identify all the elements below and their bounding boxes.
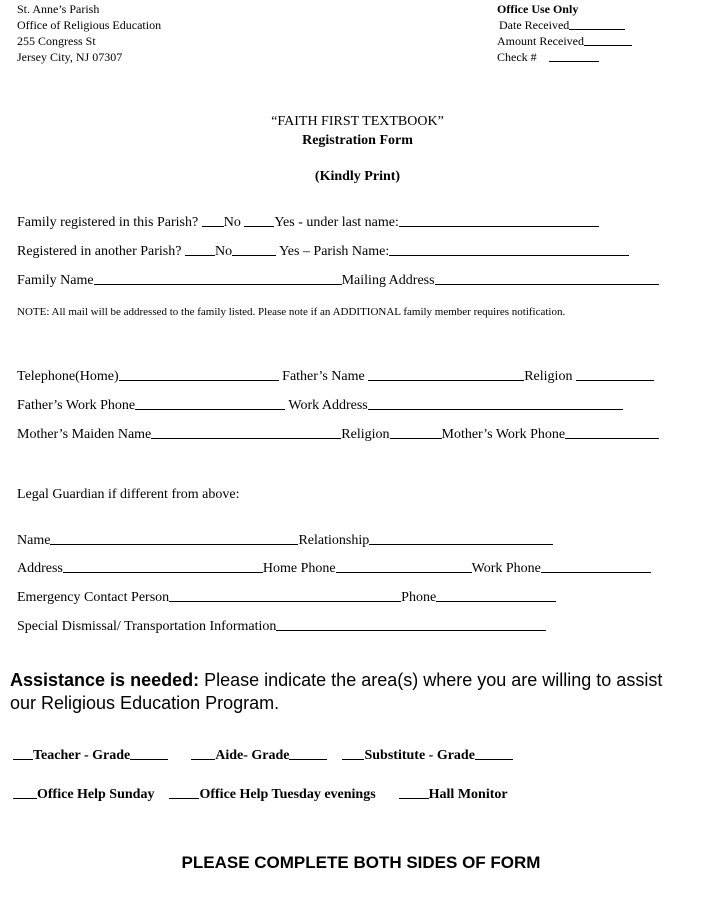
- mail-note: NOTE: All mail will be addressed to the family listed. Please note if an ADDITIONAL family member requires notification.: [17, 306, 566, 318]
- office-use-title: Office Use Only: [497, 2, 579, 16]
- registered-here-yes-blank[interactable]: [244, 225, 274, 227]
- emergency-contact-label: Emergency Contact Person: [17, 590, 170, 605]
- no-label: No: [214, 244, 233, 259]
- teacher-checkbox[interactable]: [13, 758, 33, 760]
- date-received-field[interactable]: [499, 18, 625, 33]
- guardian-name-blank[interactable]: [50, 543, 298, 545]
- hall-monitor-checkbox[interactable]: [399, 797, 429, 799]
- guardian-name-label: Name: [17, 533, 51, 548]
- work-address-blank[interactable]: [368, 408, 623, 410]
- home-phone-blank[interactable]: [336, 571, 472, 573]
- parish-name: St. Anne’s Parish: [17, 2, 100, 16]
- yes-last-name-label: Yes - under last name:: [274, 215, 399, 230]
- mothers-work-phone-label: Mother’s Work Phone: [441, 427, 566, 442]
- no-label: No: [223, 215, 241, 230]
- mothers-row: [17, 427, 659, 443]
- date-received-label: Date Received: [499, 18, 570, 32]
- form-subtitle: Registration Form: [302, 133, 413, 148]
- telephone-home-label: Telephone(Home): [17, 369, 119, 384]
- relationship-blank[interactable]: [369, 543, 553, 545]
- religion-label: Religion: [524, 369, 573, 384]
- aide-grade-blank[interactable]: [289, 758, 327, 760]
- office-sunday-checkbox[interactable]: [13, 797, 37, 799]
- special-dismissal-label: Special Dismissal/ Transportation Information: [17, 619, 277, 634]
- last-name-blank[interactable]: [399, 225, 599, 227]
- mothers-religion-blank[interactable]: [390, 437, 442, 439]
- assistance-line1: [10, 670, 662, 691]
- registered-here-label: Family registered in this Parish?: [17, 215, 199, 230]
- religion-label: Religion: [341, 427, 390, 442]
- special-dismissal-blank[interactable]: [276, 629, 546, 631]
- registered-other-label: Registered in another Parish?: [17, 244, 182, 259]
- amount-received-label: Amount Received: [497, 34, 584, 48]
- guardian-name-row: [17, 533, 553, 549]
- assistance-heading: Assistance is needed:: [10, 670, 200, 690]
- volunteer-row-2: [13, 787, 508, 803]
- yes-parish-name-label: Yes – Parish Name:: [279, 244, 390, 259]
- work-address-label: Work Address: [288, 398, 368, 413]
- guardian-heading: Legal Guardian if different from above:: [17, 487, 240, 502]
- special-dismissal-row: [17, 619, 546, 635]
- phone-label: Phone: [401, 590, 437, 605]
- substitute-grade-blank[interactable]: [475, 758, 513, 760]
- telephone-row: [17, 369, 654, 385]
- fathers-religion-blank[interactable]: [576, 379, 654, 381]
- amount-received-blank[interactable]: [584, 44, 632, 46]
- family-name-label: Family Name: [17, 273, 94, 288]
- check-number-blank[interactable]: [549, 60, 599, 62]
- assistance-line2: our Religious Education Program.: [10, 693, 280, 713]
- check-number-field[interactable]: [497, 50, 599, 65]
- guardian-address-label: Address: [17, 561, 63, 576]
- fathers-work-phone-blank[interactable]: [135, 408, 285, 410]
- relationship-label: Relationship: [298, 533, 370, 548]
- guardian-address-row: [17, 561, 651, 577]
- fathers-work-phone-label: Father’s Work Phone: [17, 398, 136, 413]
- registered-other-yes-blank[interactable]: [232, 254, 276, 256]
- guardian-address-blank[interactable]: [63, 571, 263, 573]
- aide-label: Aide- Grade: [215, 748, 290, 763]
- hall-monitor-label: Hall Monitor: [428, 787, 508, 802]
- office-name: Office of Religious Education: [17, 18, 162, 32]
- office-tuesday-label: Office Help Tuesday evenings: [199, 787, 376, 802]
- volunteer-row-1: [13, 748, 513, 764]
- city-address: Jersey City, NJ 07307: [17, 50, 123, 64]
- form-title: “FAITH FIRST TEXTBOOK”: [271, 114, 444, 129]
- home-phone-label: Home Phone: [262, 561, 336, 576]
- kindly-print: (Kindly Print): [314, 169, 401, 184]
- fathers-name-blank[interactable]: [368, 379, 524, 381]
- registered-here-row: [17, 215, 599, 231]
- registered-other-row: [17, 244, 629, 260]
- mothers-work-phone-blank[interactable]: [565, 437, 659, 439]
- aide-checkbox[interactable]: [191, 758, 215, 760]
- emergency-contact-blank[interactable]: [169, 600, 401, 602]
- substitute-checkbox[interactable]: [342, 758, 364, 760]
- registered-here-no-blank[interactable]: [202, 225, 224, 227]
- complete-both-sides-notice: PLEASE COMPLETE BOTH SIDES OF FORM: [181, 853, 541, 872]
- mothers-maiden-name-label: Mother’s Maiden Name: [17, 427, 152, 442]
- emergency-phone-blank[interactable]: [436, 600, 556, 602]
- guardian-work-phone-blank[interactable]: [541, 571, 651, 573]
- family-name-blank[interactable]: [94, 283, 342, 285]
- mailing-address-label: Mailing Address: [341, 273, 435, 288]
- work-phone-label: Work Phone: [471, 561, 541, 576]
- registered-other-no-blank[interactable]: [185, 254, 215, 256]
- teacher-grade-blank[interactable]: [130, 758, 168, 760]
- mothers-maiden-name-blank[interactable]: [151, 437, 341, 439]
- office-tuesday-checkbox[interactable]: [169, 797, 199, 799]
- office-sunday-label: Office Help Sunday: [37, 787, 155, 802]
- assistance-text-1: Please indicate the area(s) where you are willing to assist: [199, 670, 663, 690]
- teacher-label: Teacher - Grade: [33, 748, 131, 763]
- parish-name-blank[interactable]: [389, 254, 629, 256]
- emergency-row: [17, 590, 556, 606]
- fathers-name-label: Father’s Name: [282, 369, 365, 384]
- date-received-blank[interactable]: [569, 28, 625, 30]
- check-number-label: Check #: [497, 50, 537, 64]
- fathers-work-row: [17, 398, 623, 414]
- street-address: 255 Congress St: [17, 34, 96, 48]
- amount-received-field[interactable]: [497, 34, 632, 49]
- mailing-address-blank[interactable]: [435, 283, 659, 285]
- family-name-row: [17, 273, 659, 289]
- substitute-label: Substitute - Grade: [364, 748, 475, 763]
- telephone-home-blank[interactable]: [119, 379, 279, 381]
